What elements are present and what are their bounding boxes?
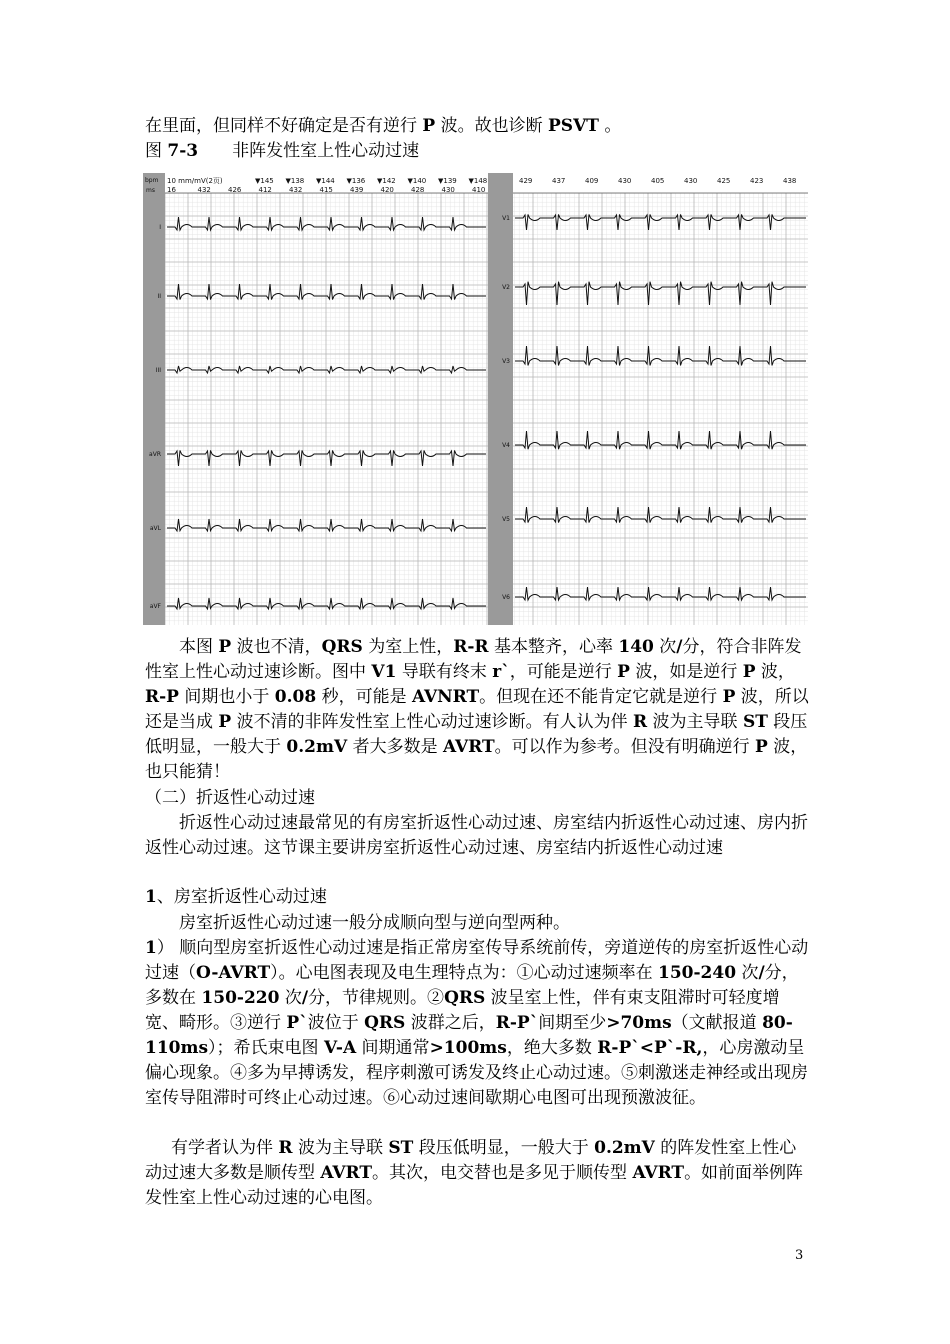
rr-value: 437: [552, 177, 566, 185]
lead-label-V2: V2: [502, 284, 510, 291]
lead-label-II: II: [157, 293, 161, 300]
rr-value: 410: [472, 186, 486, 194]
lead-label-V6: V6: [502, 594, 510, 601]
hr-value: ▼144: [316, 177, 335, 185]
lead-label-III: III: [155, 367, 161, 374]
rr-value: 415: [319, 186, 333, 194]
paragraph-5: 房室折返性心动过速一般分成顺向型与逆向型两种。: [179, 913, 570, 933]
rr-value: 438: [783, 177, 797, 185]
rr-value: 430: [618, 177, 632, 185]
ecg-figure: [143, 173, 808, 625]
hr-value: ▼140: [407, 177, 427, 185]
hr-value: ▼145: [255, 177, 274, 185]
left-side-bar: [143, 173, 165, 625]
figure-caption: 图 7-3 非阵发性室上性心动过速: [145, 141, 420, 161]
paragraph-7: 有学者认为伴 R 波为主导联 ST 段压低明显，一般大于 0.2mV 的阵发性室上性心动过速大多数是顺传型 AVRT。其次，电交替也是多见于顺传型 AVRT。如前面举例阵发性室上性心动过速的心电图。: [145, 1138, 804, 1208]
lead-label-V4: V4: [502, 442, 510, 449]
hr-value: ▼148: [468, 177, 488, 185]
hr-value: ▼136: [346, 177, 366, 185]
hr-value: ▼138: [285, 177, 305, 185]
paragraph-6: 1） 顺向型房室折返性心动过速是指正常房室传导系统前传，旁道逆传的房室折返性心动过速（O-AVRT）。心电图表现及电生理特点为：①心动过速频率在 150-240 次/分，多数在 150-220 次/分，节律规则。②QRS 波呈室上性，伴有束支阻滞时可轻度增宽、畸形。③逆行 P`波位于 QRS 波群之后，R-P`间期至少>70ms（文献报道 80-110ms）；希氏束电图 V-A 间期通常>100ms，绝大多数 R-P`<P`-R,，心房激动呈偏心现象。④多为早搏诱发，程序刺激可诱发及终止心动过速。⑤刺激迷走神经或出现房室传导阻滞时可终止心动过速。⑥心动过速间歇期心电图可出现预激波征。: [145, 938, 809, 1108]
rr-value: 429: [519, 177, 533, 185]
rr-value: 439: [350, 186, 364, 194]
paragraph-3: 折返性心动过速最常见的有房室折返性心动过速、房室结内折返性心动过速、房内折返性心动过速。这节课主要讲房室折返性心动过速、房室结内折返性心动过速: [145, 813, 808, 858]
hr-value: ▼142: [377, 177, 396, 185]
rr-value: 430: [441, 186, 455, 194]
lead-label-V3: V3: [502, 358, 510, 365]
unit-label-bpm: bpm: [145, 177, 159, 184]
rr-value: 432: [197, 186, 211, 194]
middle-side-bar: [488, 173, 513, 625]
rr-value: 420: [380, 186, 394, 194]
paragraph-1: 本图 P 波也不清，QRS 为室上性，R-R 基本整齐，心率 140 次/分，符合非阵发性室上性心动过速诊断。图中 V1 导联有终末 r`，可能是逆行 P 波，如是逆行 P 波，R-P 间期也小于 0.08 秒，可能是 AVNRT。但现在还不能肯定它就是逆行 P 波，所以还是当成 P 波不清的非阵发性室上性心动过速诊断。有人认为伴 R 波为主导联 ST 段压低明显，一般大于 0.2mV 者大多数是 AVRT。可以作为参考。但没有明确逆行 P 波，也只能猜！: [145, 637, 809, 782]
rr-value: 409: [585, 177, 599, 185]
rr-value: 426: [228, 186, 242, 194]
rr-value: 423: [750, 177, 764, 185]
paragraph-4: 1、房室折返性心动过速: [145, 887, 327, 907]
lead-label-aVL: aVL: [149, 525, 161, 532]
paragraph-2: （二）折返性心动过速: [145, 788, 315, 808]
ecg-scale-label: 10 mm/mV(2页): [167, 177, 223, 185]
hr-value: ▼139: [438, 177, 457, 185]
rr-value: 412: [258, 186, 272, 194]
rr-value: 432: [289, 186, 303, 194]
lead-label-V5: V5: [502, 516, 510, 523]
rr-value: 16: [167, 186, 176, 194]
lead-label-V1: V1: [502, 215, 510, 222]
rr-value: 430: [684, 177, 698, 185]
lead-label-I: I: [159, 224, 161, 231]
unit-label-ms: ms: [146, 187, 155, 194]
top-line-1: 在里面，但同样不好确定是否有逆行 P 波。故也诊断 PSVT 。: [145, 116, 622, 136]
rr-value: 425: [717, 177, 731, 185]
rr-value: 405: [651, 177, 665, 185]
page-number: 3: [795, 1248, 804, 1263]
rr-value: 428: [411, 186, 425, 194]
lead-label-aVF: aVF: [149, 603, 161, 610]
lead-label-aVR: aVR: [149, 451, 161, 458]
